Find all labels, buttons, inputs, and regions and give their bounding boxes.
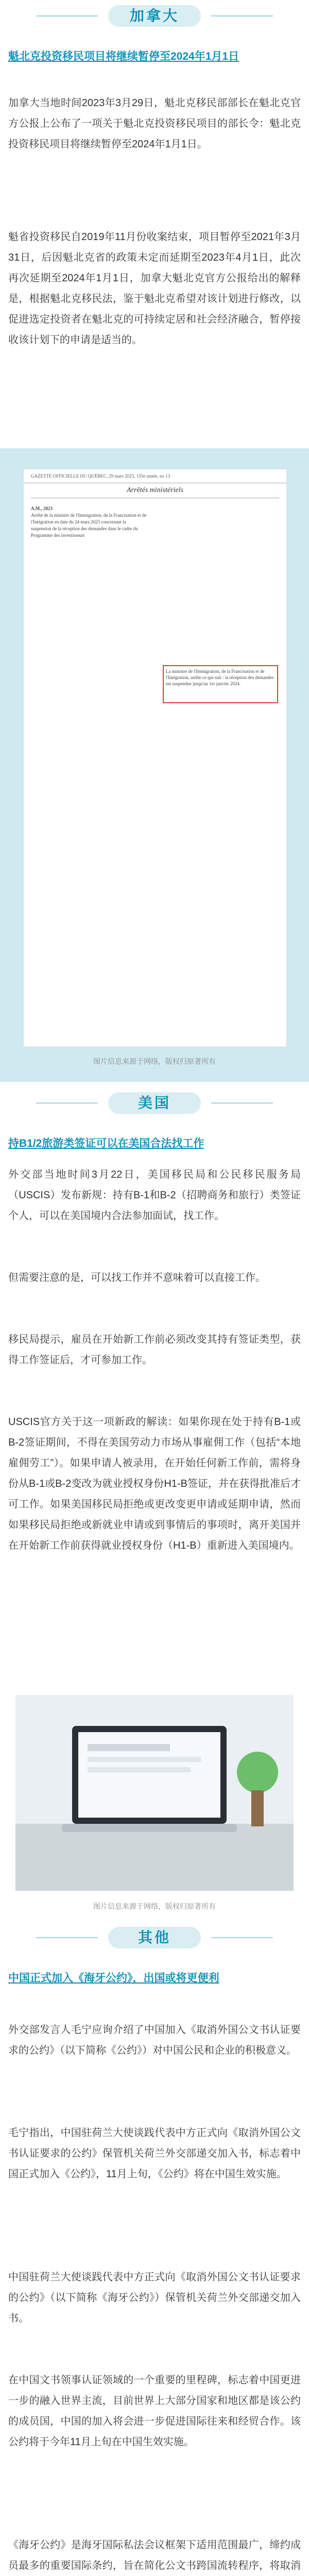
order-text: Arrêté de la ministre de l'Immigration, de la Francisation et de l'Intégration en date du 24 mars 2023 concernant la suspension de la réception des demandes dans le cadre du Programme des investisseurs bbox=[31, 513, 147, 538]
paragraph: 加拿大当地时间2023年3月29日，魁北克移民部部长在魁北克官方公报上公布了一项关于魁北克投资移民项目的部长令：魁北克投资移民项目将继续暂停至2024年1月1日。 bbox=[8, 97, 301, 150]
headline-us-b1b2[interactable]: 持B1/2旅游类签证可以在美国合法找工作 bbox=[8, 1138, 204, 1149]
section-tag-canada bbox=[0, 0, 309, 46]
gazette-document-image bbox=[23, 469, 287, 1047]
paragraph: 《海牙公约》是海牙国际私法会议框架下适用范围最广，缔约成员最多的重要国际条约，旨在简化公文书跨国流转程序，将取消 bbox=[8, 2539, 301, 2571]
highlight-text: La ministre de l'Immigration, de la Francisation et de l'Intégration, arrête ce qui suit : la réception des demandes est suspendue jusqu'au 1er janvier 2024. bbox=[166, 669, 274, 686]
image-caption: 图片信息来源于网络，版权归原著所有 bbox=[93, 1902, 216, 1910]
paragraph: 移民局提示，雇员在开始新工作前必须改变其持有签证类型，获得工作签证后，才可参加工作。 bbox=[8, 1334, 301, 1366]
laptop-photo bbox=[15, 1695, 294, 1891]
headline-hague-convention[interactable]: 中国正式加入《海牙公约》，出国或将更便利 bbox=[8, 1972, 219, 1984]
paragraph: 外交部发言人毛宁应询介绍了中国加入《取消外国公文书认证要求的公约》（以下简称《公约》）对中国公民和企业的积极意义。 bbox=[8, 2024, 301, 2056]
highlight-box bbox=[163, 665, 278, 703]
paragraph: 毛宁指出，中国驻荷兰大使谈践代表中方正式向《取消外国公文书认证要求的公约》保管机关荷兰外交部递交加入书，标志着中国正式加入《公约》，11月上旬，《公约》将在中国生效实施。 bbox=[8, 2127, 301, 2180]
image-caption: 图片信息来源于网络，版权归原著所有 bbox=[93, 1057, 216, 1065]
section-tag-pill: 美国 bbox=[108, 1092, 201, 1114]
paragraph: 在中国文书领事认证领域的一个重要的里程碑，标志着中国更进一步的融入世界主流，目前世界上大部分国家和地区都是该公约的成员国，中国的加入将会进一步促进国际往来和经贸合作。该公约将于今年11月上旬在中国生效实施。 bbox=[8, 2375, 301, 2448]
laptop-illustration bbox=[15, 1695, 294, 1891]
order-title: A.M., 2023 bbox=[31, 506, 53, 511]
paragraph: 外交部当地时间3月22日，美国移民局和公民移民服务局（USCIS）发布新规：持有B-1和B-2（招聘商务和旅行）类签证个人，可以在美国境内合法参加面试，找工作。 bbox=[8, 1169, 301, 1222]
section-tag-pill: 加拿大 bbox=[108, 5, 201, 27]
headline-quebec-investor[interactable]: 魁北克投资移民项目将继续暂停至2024年1月1日 bbox=[8, 50, 239, 62]
section-tag-usa bbox=[0, 1087, 309, 1133]
paragraph: 但需要注意的是，可以找工作并不意味着可以直接工作。 bbox=[8, 1272, 266, 1283]
paragraph: USCIS官方关于这一项新政的解读：如果你现在处于持有B-1或B-2签证期间，不得在美国劳动力市场从事雇佣工作（包括“本地雇佣劳工”）。如果申请人被录用，在开始任何新工作前，需将身份从B-1或B-2变改为就业授权身份H1-B签证，并在获得批准后才可工作。如果美国移民局拒绝或更改变更申请或延期申请，然而如果移民局拒绝或新就业申请或到事情后的事项时，离开美国并在开始新工作前获得就业授权身份（H1-B）重新进入美国境内。 bbox=[8, 1416, 301, 1551]
gazette-header: GAZETTE OFFICIELLE DU QUÉBEC, 29 mars 2023, 155e année, no 13 bbox=[24, 469, 286, 483]
gazette-title: Arrêtés ministériels bbox=[126, 486, 184, 494]
document-image-band bbox=[0, 448, 309, 1082]
section-tag-pill: 其他 bbox=[108, 1927, 201, 1948]
gazette-left-column bbox=[31, 505, 147, 539]
paragraph: 魁省投资移民自2019年11月份收案结束，项目暂停至2021年3月31日，后因魁北克省的政策未定而延期至2023年4月1日，此次再次延期至2024年1月1日，加拿大魁北克官方公报给出的解释是，根据魁北克移民法，鉴于魁北克希望对该计划进行修改，以促进选定投资者在魁北克的可持续定居和社会经济融合，暂停接收该计划下的申请是适当的。 bbox=[8, 231, 301, 346]
section-tag-other bbox=[0, 1922, 309, 1968]
paragraph: 中国驻荷兰大使谈践代表中方正式向《取消外国公文书认证要求的公约》（以下简称《海牙公约》）保管机关荷兰外交部递交加入书。 bbox=[8, 2272, 301, 2324]
